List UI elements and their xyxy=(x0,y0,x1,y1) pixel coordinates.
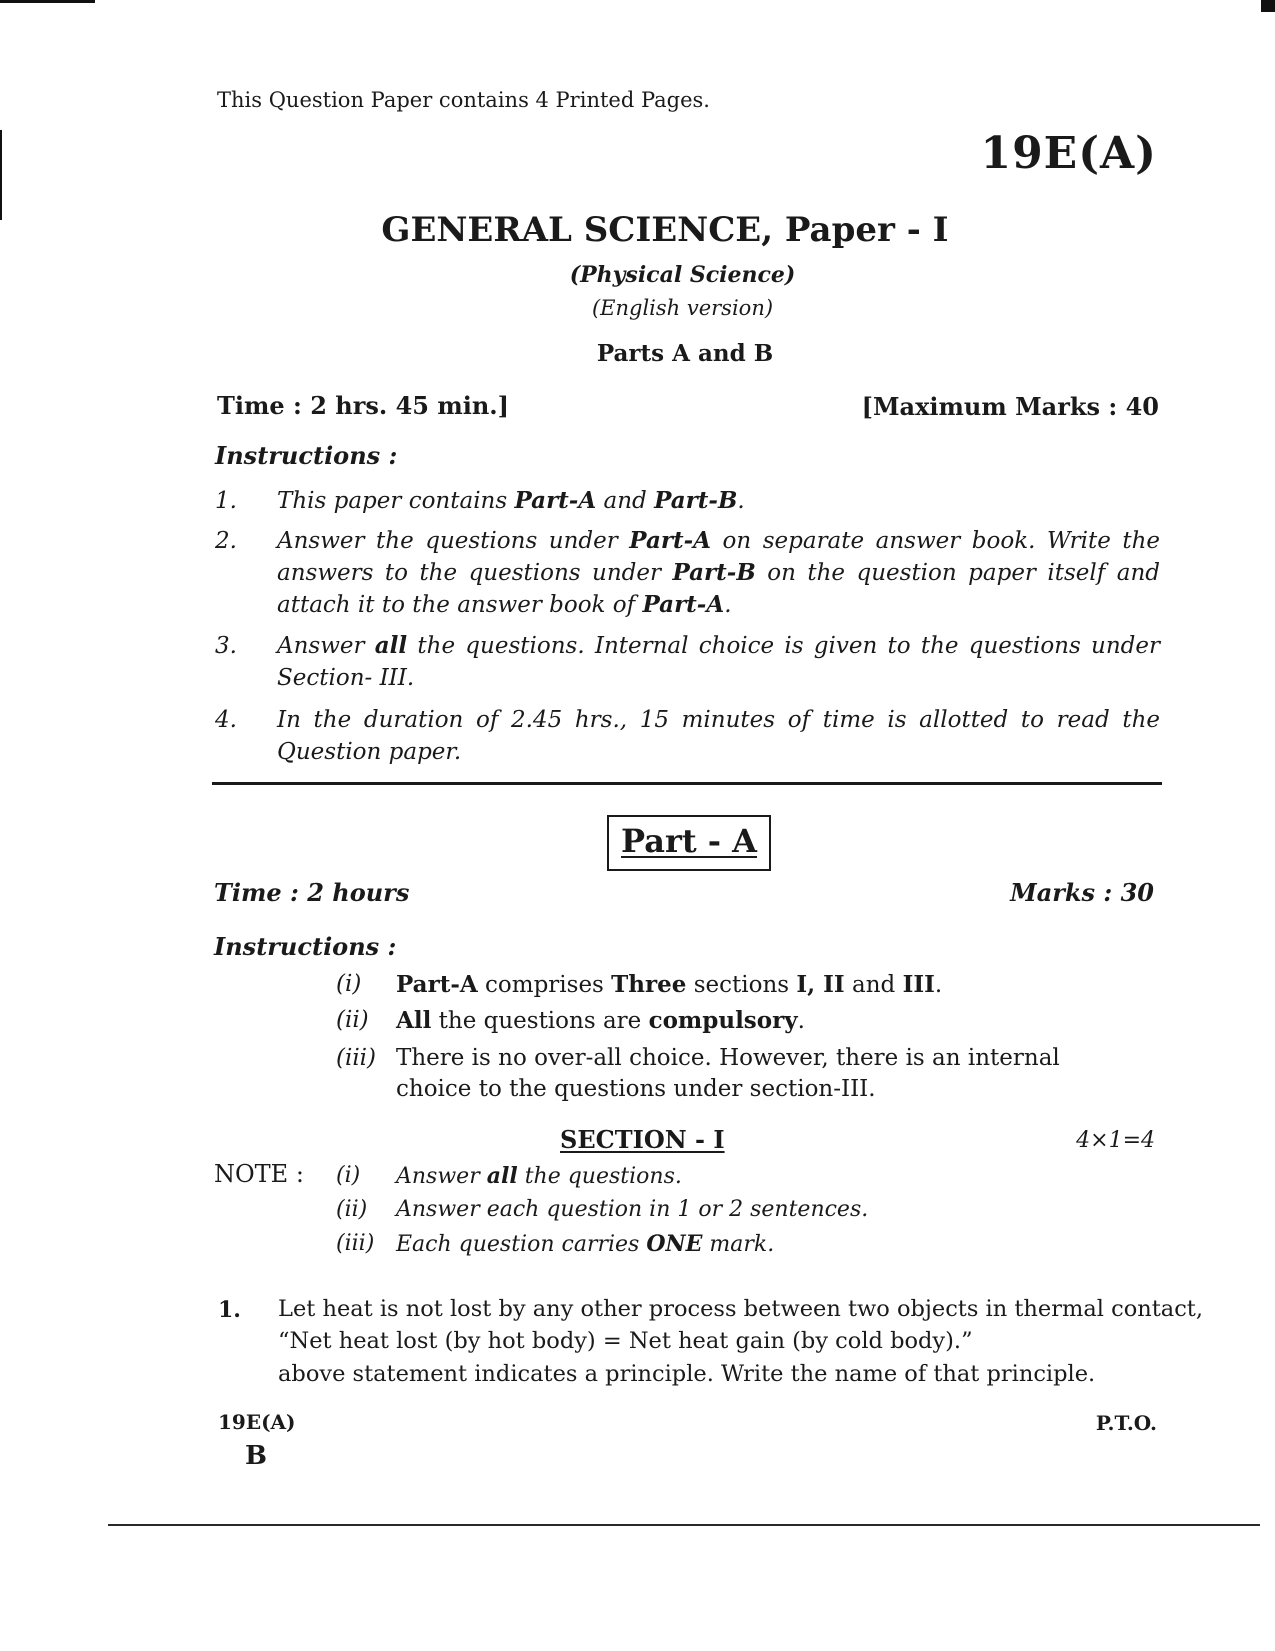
please-turn-over: P.T.O. xyxy=(1095,1411,1157,1435)
total-time: Time : 2 hrs. 45 min.] xyxy=(217,391,510,420)
instruction-number: 1. xyxy=(215,488,237,514)
footer-set-label: B xyxy=(245,1441,267,1471)
question-text-line: “Net heat lost (by hot body) = Net heat gain (by cold body).” xyxy=(278,1328,973,1354)
part-a-title: Part - A xyxy=(621,822,757,860)
part-a-instructions-heading: Instructions : xyxy=(214,932,397,961)
scan-edge-mark xyxy=(0,130,2,220)
instructions-heading: Instructions : xyxy=(215,441,398,470)
question-number: 1. xyxy=(218,1297,241,1323)
maximum-marks: [Maximum Marks : 40 xyxy=(861,392,1159,421)
note-item xyxy=(336,1194,868,1226)
scan-edge-mark xyxy=(1261,0,1275,12)
note-item xyxy=(336,1228,774,1261)
note-text: Answer each question in 1 or 2 sentences. xyxy=(396,1197,869,1222)
part-a-marks: Marks : 30 xyxy=(1010,878,1154,907)
part-a-instruction-text: All the questions are compulsory. xyxy=(396,1007,805,1034)
roman-numeral: (iii) xyxy=(336,1045,377,1071)
part-a-instruction-item xyxy=(336,1005,1136,1037)
roman-numeral: (iii) xyxy=(336,1231,375,1256)
part-a-instruction-text: There is no over-all choice. However, there is an internal choice to the questions under section-III. xyxy=(396,1045,1060,1102)
note-text: Each question carries ONE mark. xyxy=(396,1231,775,1257)
paper-code: 19E(A) xyxy=(980,128,1157,179)
section-divider xyxy=(212,782,1162,785)
roman-numeral: (i) xyxy=(336,971,362,997)
part-a-time: Time : 2 hours xyxy=(214,878,410,907)
instruction-number: 3. xyxy=(215,633,237,659)
part-a-instruction-item xyxy=(336,969,1136,1001)
part-a-instruction-item xyxy=(336,1043,1136,1105)
scan-edge-mark xyxy=(0,0,95,3)
instruction-text: Answer the questions under Part-A on separate answer book. Write the answers to the questions under Part-B on the question paper itself and attach it to the answer book of Part-A. xyxy=(277,527,1161,618)
page-title: GENERAL SCIENCE, Paper - I xyxy=(381,210,949,250)
bottom-divider xyxy=(108,1524,1260,1526)
instruction-item xyxy=(215,485,1160,517)
instruction-item xyxy=(215,704,1160,768)
roman-numeral: (ii) xyxy=(336,1197,368,1222)
note-item xyxy=(336,1160,682,1193)
sub-title: (Physical Science) xyxy=(569,262,796,288)
note-label: NOTE : xyxy=(214,1160,304,1188)
pages-note: This Question Paper contains 4 Printed Pages. xyxy=(217,88,710,112)
instruction-number: 2. xyxy=(215,528,237,554)
instruction-number: 4. xyxy=(215,707,237,733)
parts-label: Parts A and B xyxy=(596,340,774,367)
instruction-item xyxy=(215,630,1160,694)
instruction-item xyxy=(215,525,1160,621)
question-text-line: Let heat is not lost by any other process between two objects in thermal contact, xyxy=(278,1296,1203,1322)
section-title: SECTION - I xyxy=(560,1125,725,1154)
footer-paper-code: 19E(A) xyxy=(218,1410,296,1434)
roman-numeral: (ii) xyxy=(336,1007,369,1033)
question-text-line: above statement indicates a principle. Write the name of that principle. xyxy=(278,1361,1096,1387)
note-text: Answer all the questions. xyxy=(396,1163,682,1189)
section-marks: 4×1=4 xyxy=(1076,1128,1155,1153)
instruction-text: Answer all the questions. Internal choice is given to the questions under Section- III. xyxy=(277,632,1160,691)
part-a-title-box xyxy=(607,815,771,871)
part-a-instruction-text: Part-A comprises Three sections I, II and III. xyxy=(396,971,943,998)
instruction-text: This paper contains Part-A and Part-B. xyxy=(277,487,745,514)
instruction-text: In the duration of 2.45 hrs., 15 minutes of time is allotted to read the Question paper. xyxy=(277,707,1160,765)
version-label: (English version) xyxy=(591,296,774,320)
roman-numeral: (i) xyxy=(336,1163,361,1188)
